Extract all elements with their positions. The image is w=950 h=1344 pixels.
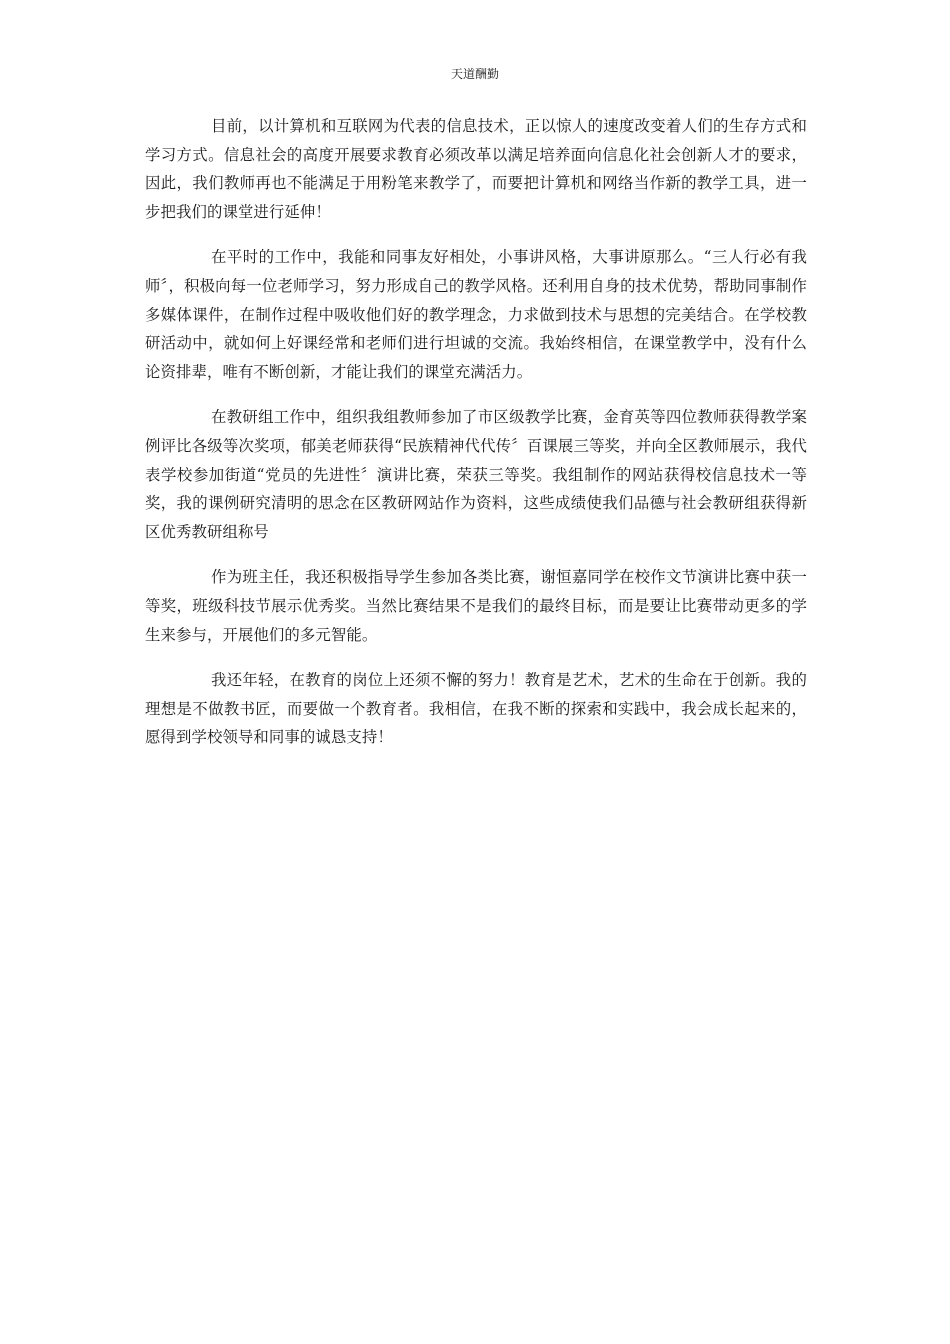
paragraph-1: 目前，以计算机和互联网为代表的信息技术，正以惊人的速度改变着人们的生存方式和学习方式。信息社会的高度开展要求教育必须改革以满足培养面向信息化社会创新人才的要求，因此，我们教师再也不能满足于用粉笔来教学了，而要把计算机和网络当作新的教学工具，进一步把我们的课堂进行延伸！ — [145, 117, 807, 221]
paragraph-3: 在教研组工作中，组织我组教师参加了市区级教学比赛，金育英等四位教师获得教学案例评比各级等次奖项，郁美老师获得“民族精神代代传〞百课展三等奖，并向全区教师展示，我代表学校参加街道“党员的先进性〞演讲比赛，荣获三等奖。我组制作的网站获得校信息技术一等奖，我的课例研究清明的思念在区教研网站作为资料，这些成绩使我们品德与社会教研组获得新区优秀教研组称号 — [145, 408, 807, 541]
document-body — [145, 112, 807, 769]
page-header: 天道酬勤 — [450, 67, 499, 81]
paragraph-5: 我还年轻，在教育的岗位上还须不懈的努力！教育是艺术，艺术的生命在于创新。我的理想是不做教书匠，而要做一个教育者。我相信，在我不断的探索和实践中，我会成长起来的，愿得到学校领导和同事的诚恳支持！ — [145, 671, 807, 747]
paragraph-4: 作为班主任，我还积极指导学生参加各类比赛，谢恒嘉同学在校作文节演讲比赛中获一等奖，班级科技节展示优秀奖。当然比赛结果不是我们的最终目标，而是要让比赛带动更多的学生来参与，开展他们的多元智能。 — [145, 568, 807, 644]
paragraph-2: 在平时的工作中，我能和同事友好相处，小事讲风格，大事讲原那么。“三人行必有我师〞，积极向每一位老师学习，努力形成自己的教学风格。还利用自身的技术优势，帮助同事制作多媒体课件，在制作过程中吸收他们好的教学理念，力求做到技术与思想的完美结合。在学校教研活动中，就如何上好课经常和老师们进行坦诚的交流。我始终相信，在课堂教学中，没有什么论资排辈，唯有不断创新，才能让我们的课堂充满活力。 — [145, 248, 807, 381]
